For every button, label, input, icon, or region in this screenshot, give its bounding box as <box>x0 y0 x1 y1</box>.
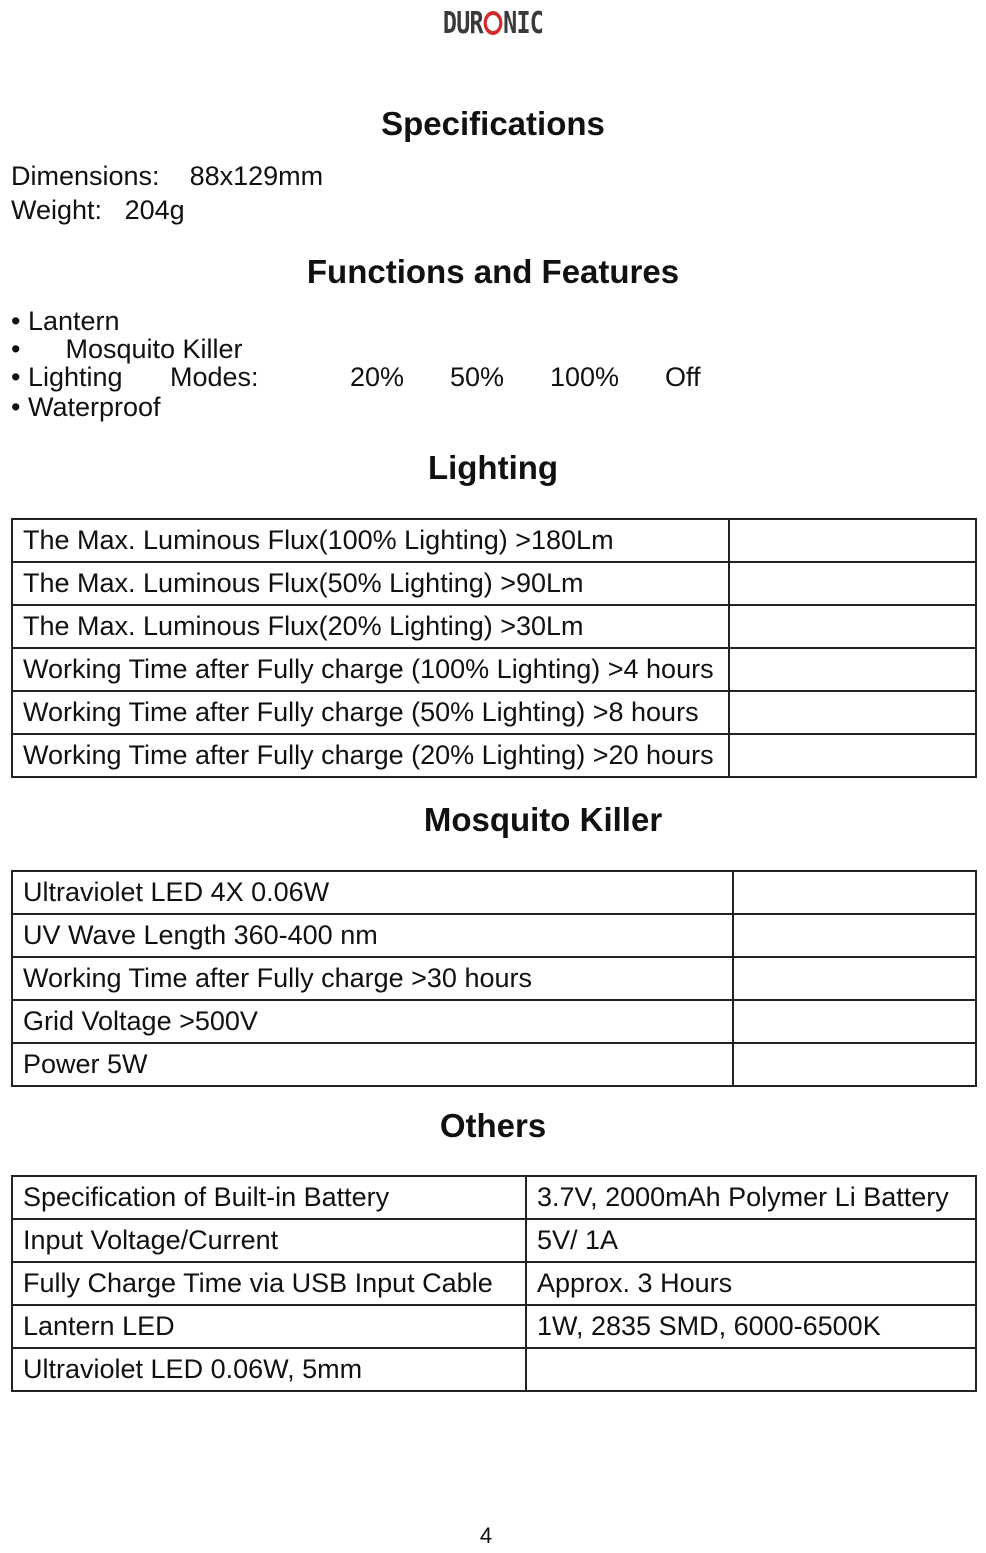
dimensions-line <box>11 160 323 192</box>
table-row <box>12 519 976 562</box>
table-cell-empty <box>729 519 976 562</box>
table-row <box>12 1043 976 1086</box>
table-cell: Grid Voltage >500V <box>12 1000 733 1043</box>
table-cell: The Max. Luminous Flux(100% Lighting) >180Lm <box>12 519 729 562</box>
table-row <box>12 1176 976 1219</box>
table-row <box>12 734 976 777</box>
others-title: Others <box>439 1107 547 1144</box>
table-cell-empty <box>733 871 976 914</box>
mode-50: 50% <box>450 362 505 392</box>
table-cell-value <box>526 1348 976 1391</box>
table-cell-label: Input Voltage/Current <box>12 1219 526 1262</box>
table-cell: Working Time after Fully charge (100% Lighting) >4 hours <box>12 648 729 691</box>
table-cell: Power 5W <box>12 1043 733 1086</box>
table-cell-value: Approx. 3 Hours <box>526 1262 976 1305</box>
page-number: 4 <box>479 1523 493 1548</box>
table-cell-empty <box>733 1043 976 1086</box>
table-cell-empty <box>729 691 976 734</box>
weight-label: Weight: <box>11 195 103 225</box>
table-row <box>12 957 976 1000</box>
feature-item-lantern: • Lantern <box>11 306 120 336</box>
table-cell: The Max. Luminous Flux(20% Lighting) >30Lm <box>12 605 729 648</box>
table-cell-label: Lantern LED <box>12 1305 526 1348</box>
power-ring-icon <box>484 11 503 35</box>
feature-item-mosquito-killer: • Mosquito Killer <box>11 334 243 364</box>
table-row <box>12 1305 976 1348</box>
table-row <box>12 1219 976 1262</box>
dimensions-value: 88x129mm <box>189 161 324 191</box>
table-cell-label: Ultraviolet LED 0.06W, 5mm <box>12 1348 526 1391</box>
table-cell: The Max. Luminous Flux(50% Lighting) >90Lm <box>12 562 729 605</box>
table-row <box>12 1000 976 1043</box>
lighting-title: Lighting <box>427 449 559 486</box>
feature-item-lighting: • Lighting <box>11 362 123 392</box>
table-cell-empty <box>729 605 976 648</box>
table-cell-label: Fully Charge Time via USB Input Cable <box>12 1262 526 1305</box>
table-cell: Working Time after Fully charge (20% Lighting) >20 hours <box>12 734 729 777</box>
table-cell-value: 5V/ 1A <box>526 1219 976 1262</box>
weight-line <box>11 194 185 226</box>
table-cell-value: 3.7V, 2000mAh Polymer Li Battery <box>526 1176 976 1219</box>
table-cell: UV Wave Length 360-400 nm <box>12 914 733 957</box>
table-row <box>12 871 976 914</box>
table-cell-empty <box>733 957 976 1000</box>
modes-label: Modes: <box>170 362 259 392</box>
table-row <box>12 914 976 957</box>
mode-100: 100% <box>550 362 620 392</box>
table-row <box>12 562 976 605</box>
feature-item-waterproof: • Waterproof <box>11 392 161 422</box>
table-cell-empty <box>733 1000 976 1043</box>
table-cell: Ultraviolet LED 4X 0.06W <box>12 871 733 914</box>
table-row <box>12 648 976 691</box>
lighting-table <box>11 518 977 778</box>
mode-off: Off <box>665 362 701 392</box>
table-cell-value: 1W, 2835 SMD, 6000-6500K <box>526 1305 976 1348</box>
table-row <box>12 1262 976 1305</box>
table-cell-empty <box>729 562 976 605</box>
brand-logo <box>108 6 877 41</box>
features-title: Functions and Features <box>306 253 680 290</box>
mosquito-table <box>11 870 977 1087</box>
table-cell-empty <box>729 648 976 691</box>
dimensions-label: Dimensions: <box>11 161 160 191</box>
table-cell: Working Time after Fully charge >30 hours <box>12 957 733 1000</box>
weight-value: 204g <box>124 195 185 225</box>
table-cell-label: Specification of Built-in Battery <box>12 1176 526 1219</box>
mosquito-title: Mosquito Killer <box>423 801 663 838</box>
table-row <box>12 1348 976 1391</box>
mode-20: 20% <box>350 362 405 392</box>
table-cell-empty <box>729 734 976 777</box>
table-row <box>12 605 976 648</box>
brand-logo-text: DUR NIC <box>442 6 544 41</box>
others-table <box>11 1175 977 1392</box>
specifications-title: Specifications <box>381 105 605 142</box>
table-row <box>12 691 976 734</box>
table-cell: Working Time after Fully charge (50% Lighting) >8 hours <box>12 691 729 734</box>
table-cell-empty <box>733 914 976 957</box>
